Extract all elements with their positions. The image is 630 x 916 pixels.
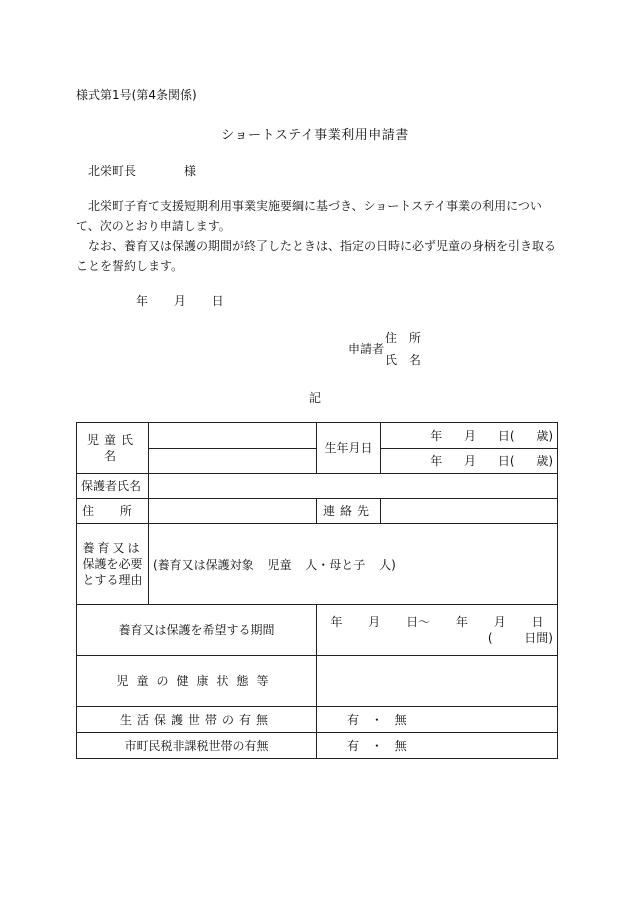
paragraph-pledge: なお、養育又は保護の期間が終了したときは、指定の日時に必ず児童の身柄を引き取ることを誓約します。: [76, 239, 557, 273]
guardian-name-label: 保護者氏名: [77, 474, 149, 499]
tax-exempt-label: 市町民税非課税世帯の有無: [77, 733, 317, 759]
document-title: ショートステイ事業利用申請書: [221, 128, 409, 143]
contact-label: 連絡先: [317, 499, 381, 524]
form-number: 様式第1号(第4条関係): [76, 88, 197, 102]
tax-exempt-field[interactable]: 有 ・ 無: [317, 733, 558, 759]
paragraph-application: 北栄町子育て支援短期利用事業実施要綱に基づき、ショートステイ事業の利用について、次のとおり申請します。: [76, 199, 542, 233]
applicant-name-label: 氏 名: [385, 353, 421, 367]
welfare-field[interactable]: 有 ・ 無: [317, 707, 558, 733]
child-name-field-2[interactable]: [149, 449, 317, 474]
honorific: 様: [184, 164, 197, 178]
ki-heading: 記: [308, 391, 321, 405]
reason-field[interactable]: (養育又は保護対象 児童 人・母と子 人): [149, 524, 558, 605]
health-label: 児童の健康状態等: [77, 656, 317, 707]
application-table: [76, 422, 558, 759]
birthdate-field-1[interactable]: 年 月 日( 歳): [381, 423, 558, 449]
birthdate-field-2[interactable]: 年 月 日( 歳): [381, 449, 558, 474]
birthdate-label: 生年月日: [317, 423, 381, 474]
address-field[interactable]: [149, 499, 317, 524]
contact-field[interactable]: [381, 499, 558, 524]
child-name-label: 児童氏名: [77, 423, 149, 474]
period-label: 養育又は保護を希望する期間: [77, 605, 317, 656]
applicant-address-label: 住 所: [385, 331, 421, 345]
address-label: 住 所: [77, 499, 149, 524]
welfare-label: 生活保護世帯の有無: [77, 707, 317, 733]
reason-label: 養育又は 保護を必要 とする理由: [77, 524, 149, 605]
child-name-field-1[interactable]: [149, 423, 317, 449]
period-field[interactable]: 年 月 日〜 年 月 日 ( 日間): [317, 605, 558, 656]
health-field[interactable]: [317, 656, 558, 707]
applicant-label: 申請者: [348, 342, 385, 356]
addressee: 北栄町長: [88, 164, 137, 178]
application-date[interactable]: 年 月 日: [136, 294, 224, 308]
guardian-name-field[interactable]: [149, 474, 558, 499]
